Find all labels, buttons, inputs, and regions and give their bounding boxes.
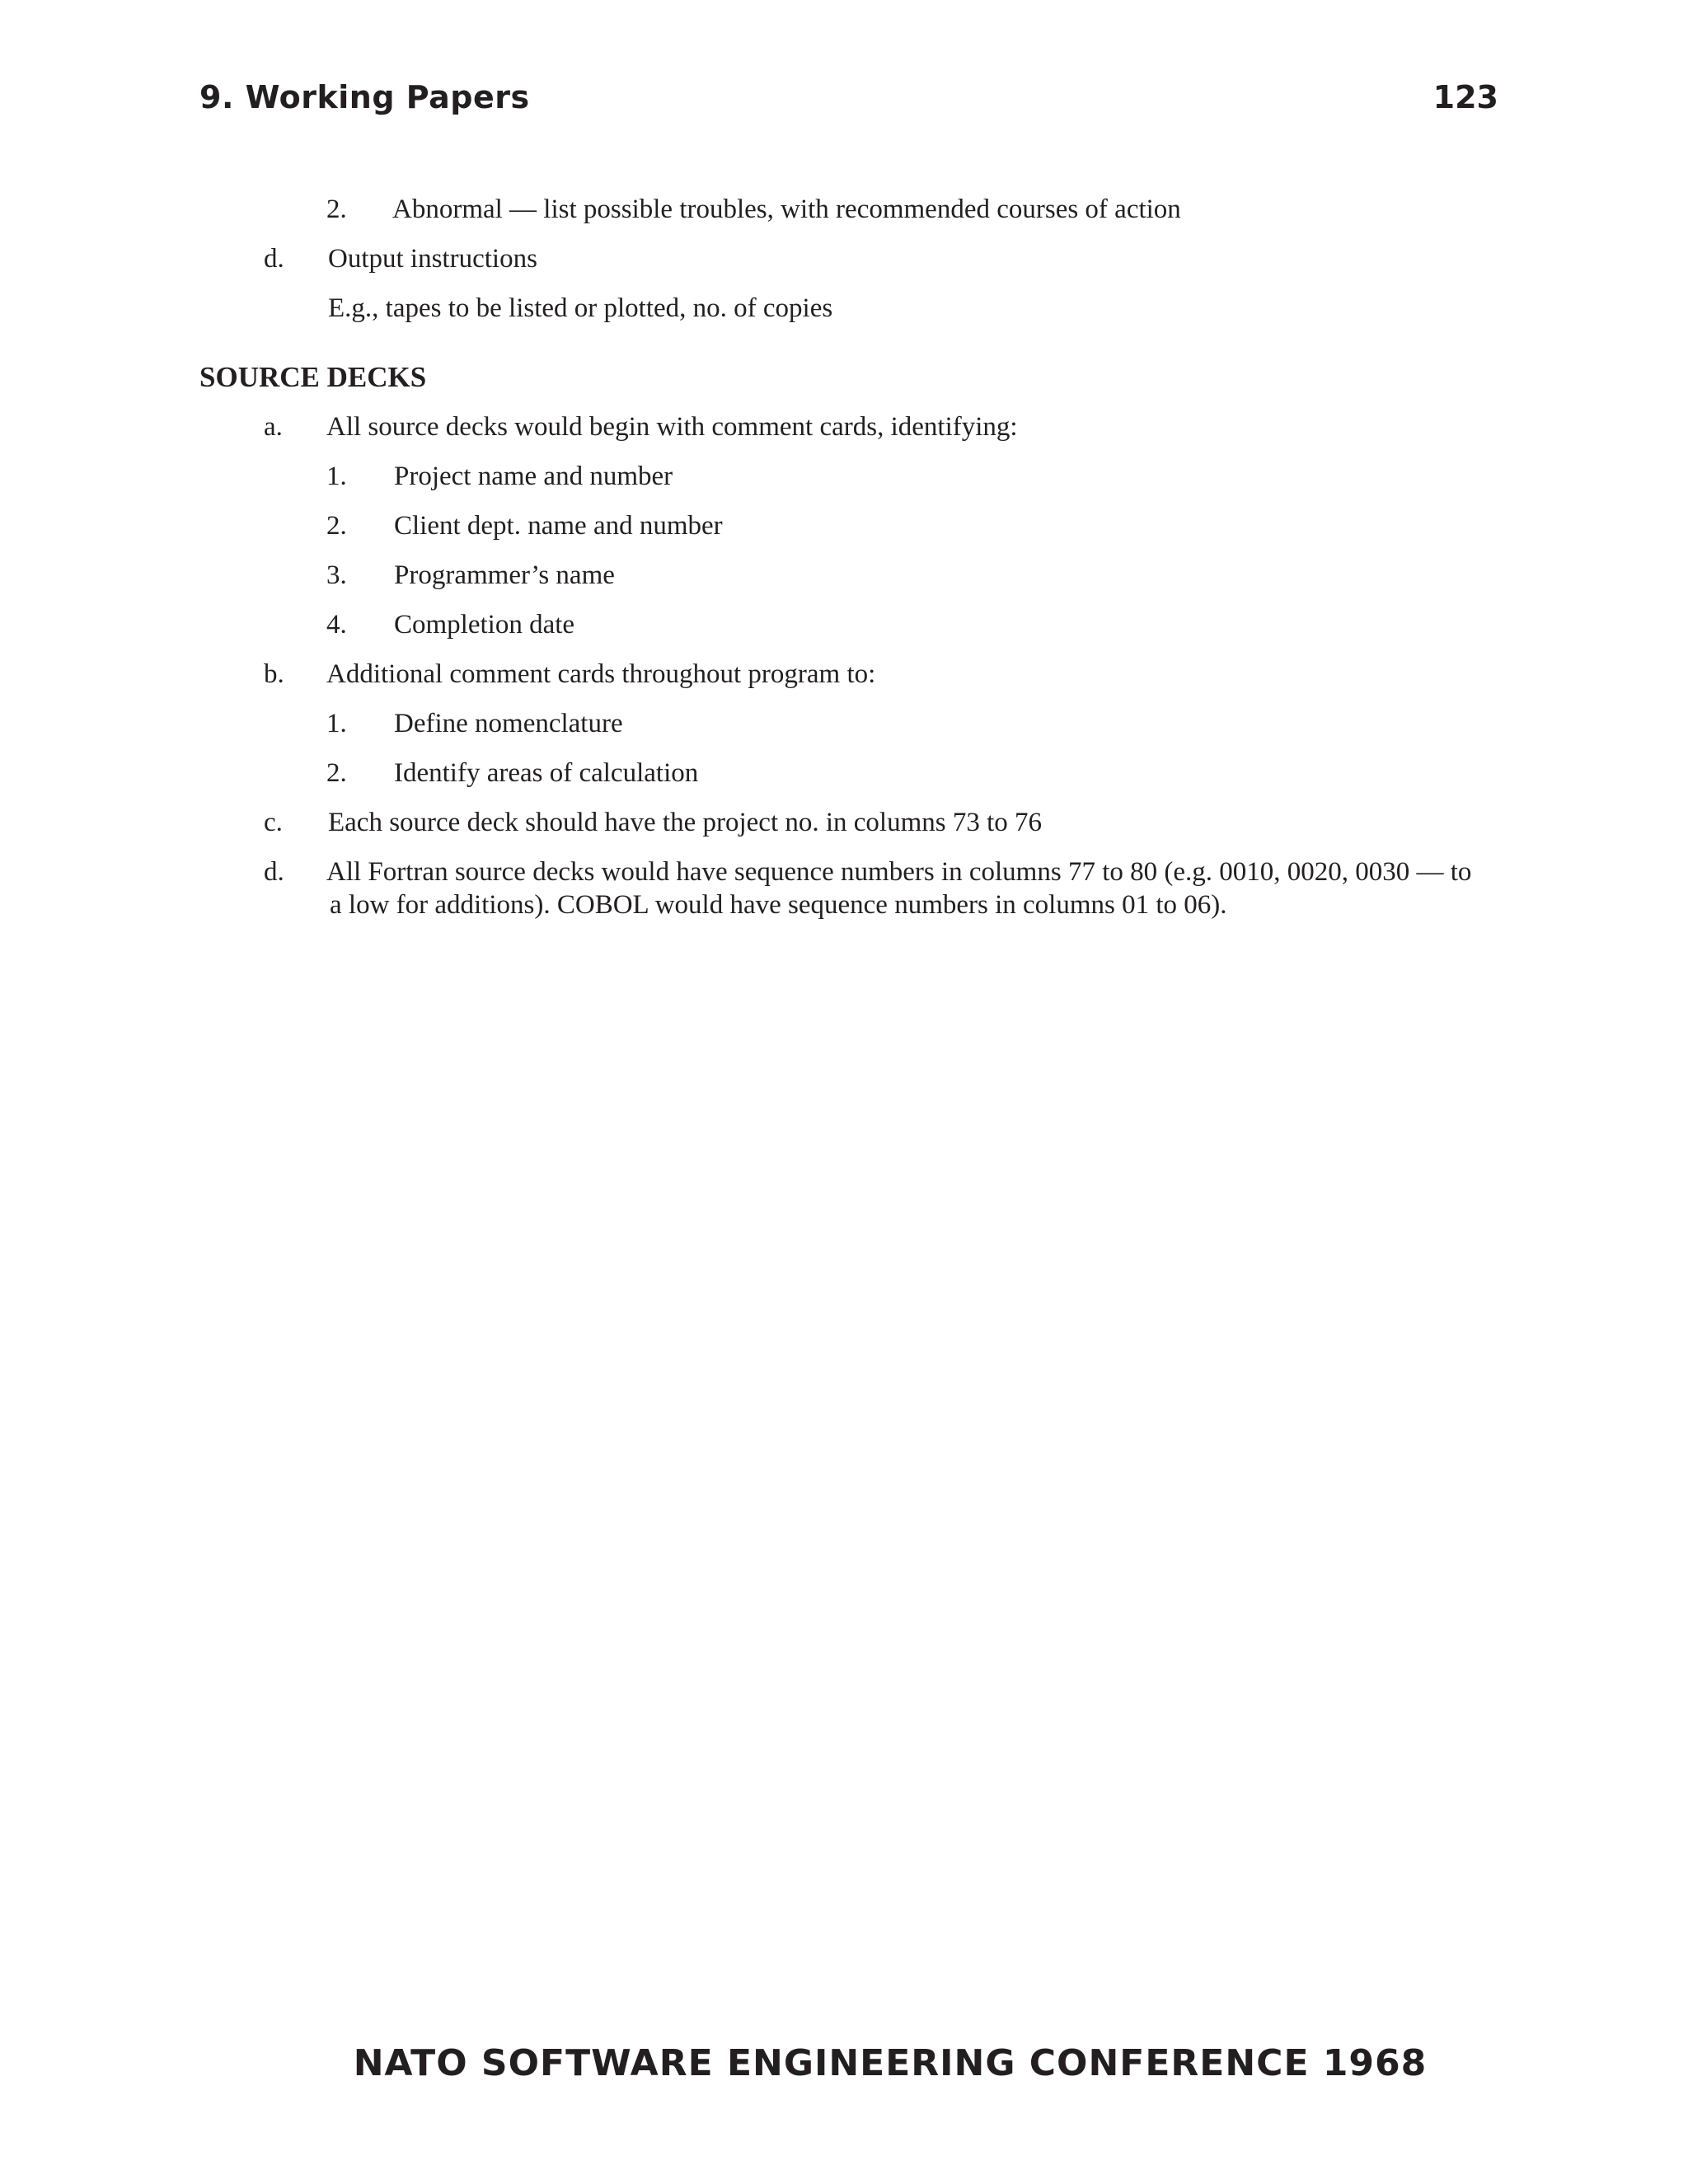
list-marker: 3. bbox=[326, 560, 347, 590]
list-item: Abnormal — list possible troubles, with recommended courses of action bbox=[392, 194, 1181, 224]
list-item-note: E.g., tapes to be listed or plotted, no. of copies bbox=[328, 293, 833, 323]
chapter-title: 9. Working Papers bbox=[199, 79, 530, 115]
list-item: Client dept. name and number bbox=[394, 511, 723, 541]
list-item: Completion date bbox=[394, 610, 575, 640]
list-item: Each source deck should have the project no. in columns 73 to 76 bbox=[328, 808, 1043, 837]
list-marker: b. bbox=[264, 659, 284, 689]
list-marker: 4. bbox=[326, 610, 347, 640]
list-marker: 2. bbox=[326, 758, 347, 788]
list-item: Project name and number bbox=[394, 462, 673, 491]
list-marker: c. bbox=[264, 808, 283, 837]
list-item: All Fortran source decks would have sequence numbers in columns 77 to 80 (e.g. 0010, 0020, 0030 — to bbox=[326, 857, 1472, 887]
list-marker: 2. bbox=[326, 194, 347, 224]
list-marker: d. bbox=[264, 244, 284, 274]
section-heading: SOURCE DECKS bbox=[199, 361, 427, 393]
page-number: 123 bbox=[1432, 79, 1498, 115]
list-marker: 2. bbox=[326, 511, 347, 541]
list-item: Define nomenclature bbox=[394, 709, 623, 738]
list-item-continuation: a low for additions). COBOL would have sequence numbers in columns 01 to 06). bbox=[330, 890, 1227, 920]
list-item: Additional comment cards throughout program to: bbox=[326, 659, 876, 689]
list-item: Identify areas of calculation bbox=[394, 758, 699, 788]
list-marker: 1. bbox=[326, 462, 347, 491]
list-item: Programmer’s name bbox=[394, 560, 615, 590]
list-item: Output instructions bbox=[328, 244, 537, 274]
list-item: All source decks would begin with comment cards, identifying: bbox=[326, 412, 1018, 442]
running-head bbox=[199, 79, 1498, 120]
footer-title: NATO SOFTWARE ENGINEERING CONFERENCE 1968 bbox=[353, 2042, 1428, 2084]
list-marker: d. bbox=[264, 857, 284, 887]
list-marker: 1. bbox=[326, 709, 347, 738]
list-marker: a. bbox=[264, 412, 283, 442]
